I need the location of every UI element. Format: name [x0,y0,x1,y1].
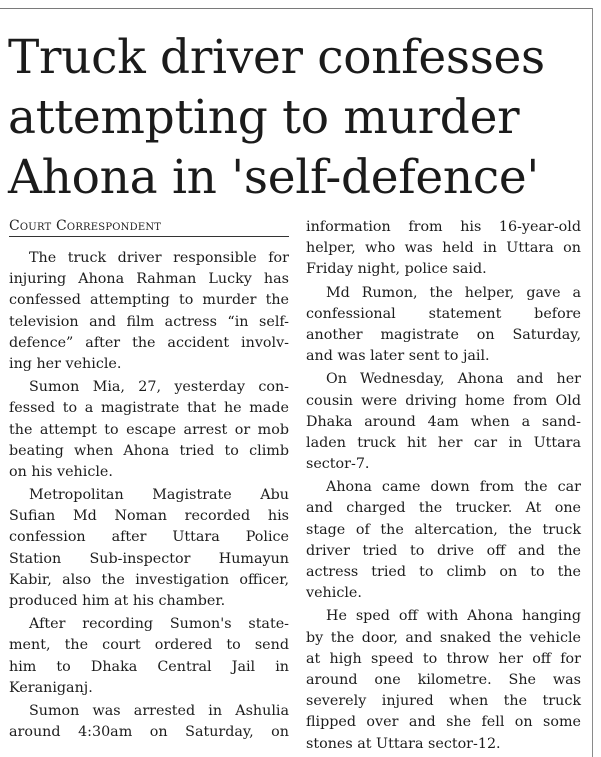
article-line: Sumon Mia, 27, yesterday con- [29,379,289,396]
article-line: Metropolitan Magistrate Abu [29,487,289,504]
article-line: injuring Ahona Rahman Lucky has [9,271,289,288]
article-line: confessed attempting to murder the [9,292,289,309]
article-paragraph [9,614,289,699]
headline-line: attempting to murder [8,90,520,145]
headline-line: Truck driver confesses [8,30,545,85]
article-line: ing her vehicle. [9,355,122,372]
article-paragraph [306,217,581,281]
article-line: He sped off with Ahona hanging [326,608,581,625]
article-line: around 4:30am on Saturday, on [9,724,289,741]
article-paragraph [306,477,581,604]
article-line: helper, who was held in Uttara on [306,240,581,257]
article-paragraph [9,485,289,612]
article-line: at high speed to throw her off for [306,650,581,667]
article-line: produced him at his chamber. [9,593,226,609]
article-line: information from his 16-year-old [306,219,581,235]
article-line: beating when Ahona tried to climb [9,442,289,459]
article-paragraph [9,248,289,375]
article-line: confession after Uttara Police [9,529,289,546]
article-line: fessed to a magistrate that he made [9,400,289,417]
headline-line: Ahona in 'self-defence' [8,150,540,205]
top-border-rule [0,8,592,9]
byline-underline [9,236,289,237]
article-line: on his vehicle. [9,463,113,480]
article-line: Keraniganj. [9,679,93,696]
article-line: Sufian Md Noman recorded his [9,508,289,525]
article-line: sector-7. [306,456,370,473]
article-paragraph [9,377,289,483]
article-line: by the door, and snaked the vehicle [306,629,581,646]
article-line: The truck driver responsible for [29,250,289,266]
article-line: the attempt to escape arrest or mob [9,421,289,438]
article-line: Md Rumon, the helper, gave a [326,284,581,301]
right-border-rule [592,8,593,757]
article-line: driver tried to drive off and the [306,542,581,559]
article-column-right [306,217,581,757]
article-line: around one kilometre. She was [306,671,581,688]
article-line: and charged the trucker. At one [306,500,581,517]
article-line: confessional statement before [306,305,581,322]
article-line: On Wednesday, Ahona and her [326,371,581,388]
article-line: After recording Sumon's state- [29,616,289,633]
headline [8,28,590,208]
article-line: Station Sub-inspector Humayun [9,550,289,567]
article-paragraph [306,369,581,475]
article-line: severely injured when the truck [306,693,581,710]
article-line: stage of the altercation, the truck [306,521,581,538]
article-line: flipped over and she fell on some [306,714,581,731]
article-line: defence” after the accident involv- [9,334,289,351]
article-line: Friday night, police said. [306,261,487,278]
article-paragraph [306,283,581,368]
article-line: television and film actress “in self- [9,313,289,330]
article-line: stones at Uttara sector-12. [306,735,501,752]
article-paragraph [9,701,289,743]
article-line: him to Dhaka Central Jail in [9,658,289,675]
article-line: Kabir, also the investigation officer, [9,571,289,588]
article-paragraph [306,606,581,754]
article-line: cousin were driving home from Old [306,392,581,409]
article-line: and was later sent to jail. [306,348,490,365]
article-line: ment, the court ordered to send [9,637,289,654]
article-line: Dhaka around 4am when a sand- [306,413,581,430]
article-line: laden truck hit her car in Uttara [306,434,581,451]
article-line: vehicle. [306,585,362,602]
article-line: Sumon was arrested in Ashulia [29,702,289,719]
article-line: actress tried to climb on to the [306,564,581,580]
article-line: Ahona came down from the car [326,479,581,496]
article-column-left [9,248,289,745]
article-line: another magistrate on Saturday, [306,326,581,343]
byline: Court Correspondent [9,218,162,234]
